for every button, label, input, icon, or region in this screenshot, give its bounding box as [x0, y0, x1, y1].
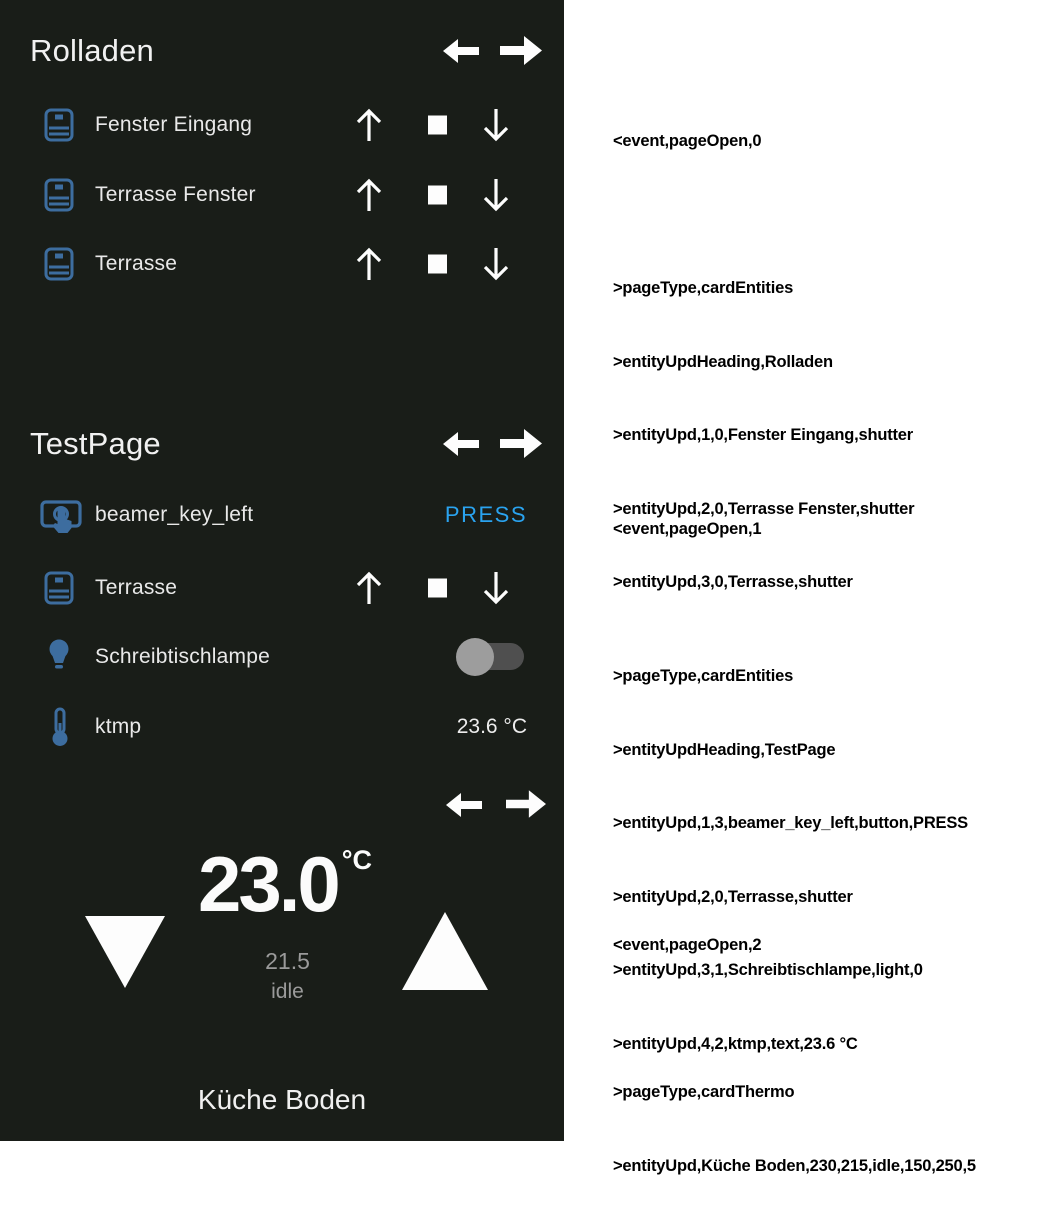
window-shutter-icon: [44, 247, 74, 281]
entity-name: Terrasse: [95, 252, 178, 275]
entity-row: [0, 553, 564, 623]
up-triangle-icon: [402, 912, 488, 990]
page-title: Rolladen: [30, 33, 154, 68]
arrow-right-icon: [506, 787, 546, 821]
lightbulb-icon: [46, 638, 72, 676]
window-shutter-icon: [44, 108, 74, 142]
down-arrow-icon: [482, 107, 510, 143]
serial-line: <event,pageOpen,1: [613, 520, 762, 538]
arrow-left-icon: [446, 790, 482, 820]
entity-name: Terrasse Fenster: [95, 183, 256, 206]
shutter-down-button[interactable]: [482, 177, 510, 213]
nav-prev-button[interactable]: [443, 429, 479, 459]
current-temp-value: 23.0: [197, 840, 338, 928]
temp-down-button[interactable]: [85, 916, 165, 988]
serial-line: [613, 203, 914, 228]
serial-line: >pageType,cardThermo: [613, 1083, 795, 1101]
shutter-stop-button[interactable]: [428, 186, 447, 205]
thermometer-icon: [50, 707, 70, 747]
target-temperature: 21.5: [265, 948, 310, 974]
up-arrow-icon: [355, 177, 383, 213]
nav-prev-button[interactable]: [446, 790, 482, 820]
arrow-left-icon: [443, 429, 479, 459]
window-shutter-icon: [44, 571, 74, 605]
up-arrow-icon: [355, 107, 383, 143]
shutter-up-button[interactable]: [355, 107, 383, 143]
entity-row: [0, 692, 564, 762]
serial-line: >entityUpd,3,0,Terrasse,shutter: [613, 573, 853, 591]
toggle-knob: [456, 638, 494, 676]
press-button[interactable]: PRESS: [444, 502, 527, 527]
shutter-stop-button[interactable]: [428, 255, 447, 274]
gesture-tap-button-icon: [40, 495, 82, 535]
up-arrow-icon: [355, 246, 383, 282]
serial-line: >entityUpd,4,2,ktmp,text,23.6 °C: [613, 1034, 858, 1053]
serial-line: >entityUpd,2,0,Terrasse Fenster,shutter: [613, 499, 915, 518]
down-triangle-icon: [85, 916, 165, 988]
shutter-down-button[interactable]: [482, 107, 510, 143]
shutter-up-button[interactable]: [355, 570, 383, 606]
serial-log-block-3: [613, 884, 976, 1227]
nav-next-button[interactable]: [506, 787, 546, 821]
serial-line: [613, 1007, 976, 1032]
shutter-up-button[interactable]: [355, 246, 383, 282]
thermo-title: Küche Boden: [197, 1084, 367, 1115]
shutter-stop-button[interactable]: [428, 116, 447, 135]
shutter-stop-button[interactable]: [428, 579, 447, 598]
entity-name: ktmp: [95, 715, 142, 738]
stop-square-icon: [428, 579, 447, 598]
serial-line: >entityUpdHeading,TestPage: [613, 740, 836, 759]
current-temperature: [120, 840, 450, 928]
temp-up-button[interactable]: [402, 912, 488, 990]
arrow-right-icon: [500, 33, 542, 68]
serial-line: >entityUpd,2,0,Terrasse,shutter: [613, 887, 853, 906]
serial-line: >entityUpd,Küche Boden,230,215,idle,150,250,5: [613, 1156, 976, 1175]
serial-line: >entityUpdHeading,Rolladen: [613, 352, 833, 371]
down-arrow-icon: [482, 570, 510, 606]
serial-line: <event,pageOpen,0: [613, 132, 762, 150]
entity-name: Terrasse: [95, 576, 178, 599]
light-toggle-switch[interactable]: [462, 637, 526, 677]
arrow-left-icon: [443, 36, 479, 66]
entity-name: Schreibtischlampe: [95, 645, 270, 668]
hvac-state: idle: [271, 980, 304, 1003]
shutter-down-button[interactable]: [482, 570, 510, 606]
stop-square-icon: [428, 186, 447, 205]
down-arrow-icon: [482, 177, 510, 213]
serial-line: >pageType,cardEntities: [613, 667, 794, 685]
down-arrow-icon: [482, 246, 510, 282]
shutter-down-button[interactable]: [482, 246, 510, 282]
window-shutter-icon: [44, 178, 74, 212]
arrow-right-icon: [500, 426, 542, 461]
entity-row: [0, 480, 564, 550]
nav-next-button[interactable]: [500, 33, 542, 68]
serial-line: [613, 591, 968, 616]
stop-square-icon: [428, 255, 447, 274]
serial-line: <event,pageOpen,2: [613, 936, 762, 954]
up-arrow-icon: [355, 570, 383, 606]
entity-name: beamer_key_left: [95, 503, 254, 526]
nav-next-button[interactable]: [500, 426, 542, 461]
shutter-up-button[interactable]: [355, 177, 383, 213]
serial-line: >entityUpd,1,3,beamer_key_left,button,PRESS: [613, 814, 968, 832]
sensor-value: 23.6 °C: [456, 715, 527, 738]
stop-square-icon: [428, 116, 447, 135]
temp-unit: °C: [341, 845, 373, 875]
entity-name: Fenster Eingang: [95, 113, 253, 136]
entity-row: [0, 90, 564, 160]
serial-line: >entityUpd,3,1,Schreibtischlampe,light,0: [613, 961, 923, 979]
entity-row: [0, 229, 564, 299]
serial-line: >entityUpd,1,0,Fenster Eingang,shutter: [613, 426, 913, 444]
entity-row: [0, 160, 564, 230]
serial-line: >pageType,cardEntities: [613, 279, 794, 297]
page-title: TestPage: [30, 426, 161, 461]
nav-prev-button[interactable]: [443, 36, 479, 66]
